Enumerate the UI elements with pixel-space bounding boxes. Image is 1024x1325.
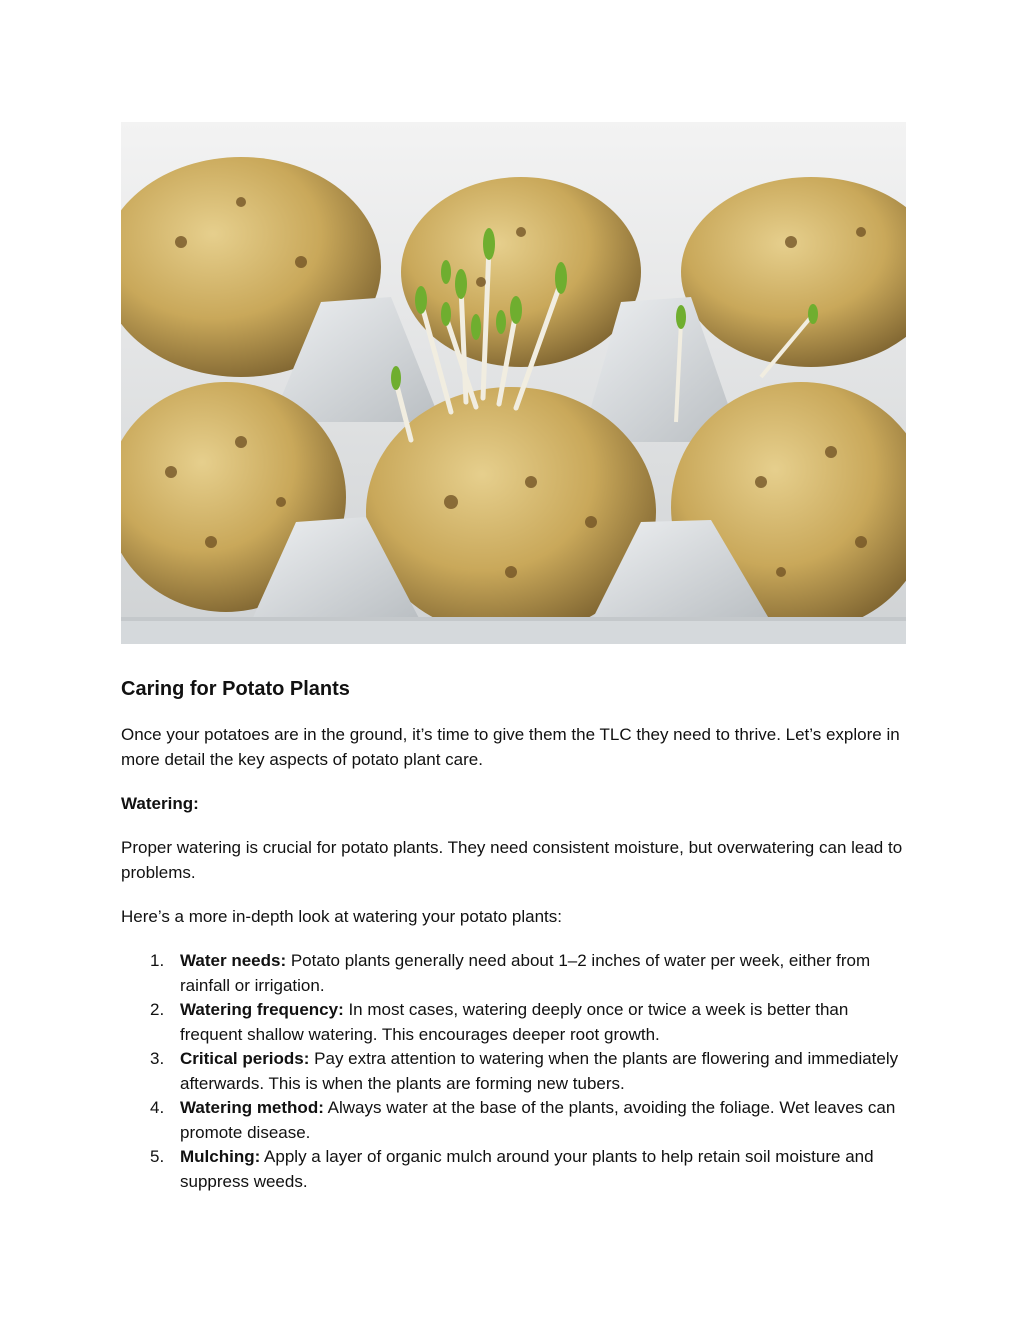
list-item-term: Water needs:	[180, 951, 287, 970]
list-item-text: Pay extra attention to watering when the plants are flowering and immediately afterwards. This is when the plants are forming new tubers.	[180, 1049, 899, 1093]
list-intro-paragraph: Here’s a more in-depth look at watering your potato plants:	[121, 907, 562, 926]
list-item-number: 3.	[150, 1049, 165, 1068]
list-item-term: Watering frequency:	[180, 1000, 344, 1019]
list-item-number: 4.	[150, 1098, 165, 1117]
list-item-text: Apply a layer of organic mulch around your plants to help retain soil moisture and suppress weeds.	[180, 1147, 874, 1191]
list-item-number: 2.	[150, 1000, 165, 1019]
watering-subheading: Watering:	[121, 794, 199, 813]
list-item-term: Critical periods:	[180, 1049, 310, 1068]
intro-paragraph: Once your potatoes are in the ground, it’s time to give them the TLC they need to thrive. Let’s explore in more detail the key aspects of potato plant care.	[121, 725, 900, 769]
potato-photo	[121, 122, 906, 644]
list-item-term: Mulching:	[180, 1147, 261, 1166]
watering-tips-list	[121, 949, 911, 1194]
list-item-text: In most cases, watering deeply once or twice a week is better than frequent shallow watering. This encourages deeper root growth.	[180, 1000, 849, 1044]
list-item	[121, 1145, 911, 1194]
list-item-number: 1.	[150, 951, 165, 970]
list-item	[121, 1047, 911, 1096]
list-item-text: Potato plants generally need about 1–2 inches of water per week, either from rainfall or irrigation.	[180, 951, 871, 995]
list-item	[121, 949, 911, 998]
list-item	[121, 1096, 911, 1145]
section-heading: Caring for Potato Plants	[121, 678, 350, 700]
list-item-number: 5.	[150, 1147, 165, 1166]
list-item-term: Watering method:	[180, 1098, 324, 1117]
list-item	[121, 998, 911, 1047]
watering-paragraph: Proper watering is crucial for potato plants. They need consistent moisture, but overwatering can lead to problems.	[121, 838, 903, 882]
list-item-text: Always water at the base of the plants, avoiding the foliage. Wet leaves can promote disease.	[180, 1098, 896, 1142]
